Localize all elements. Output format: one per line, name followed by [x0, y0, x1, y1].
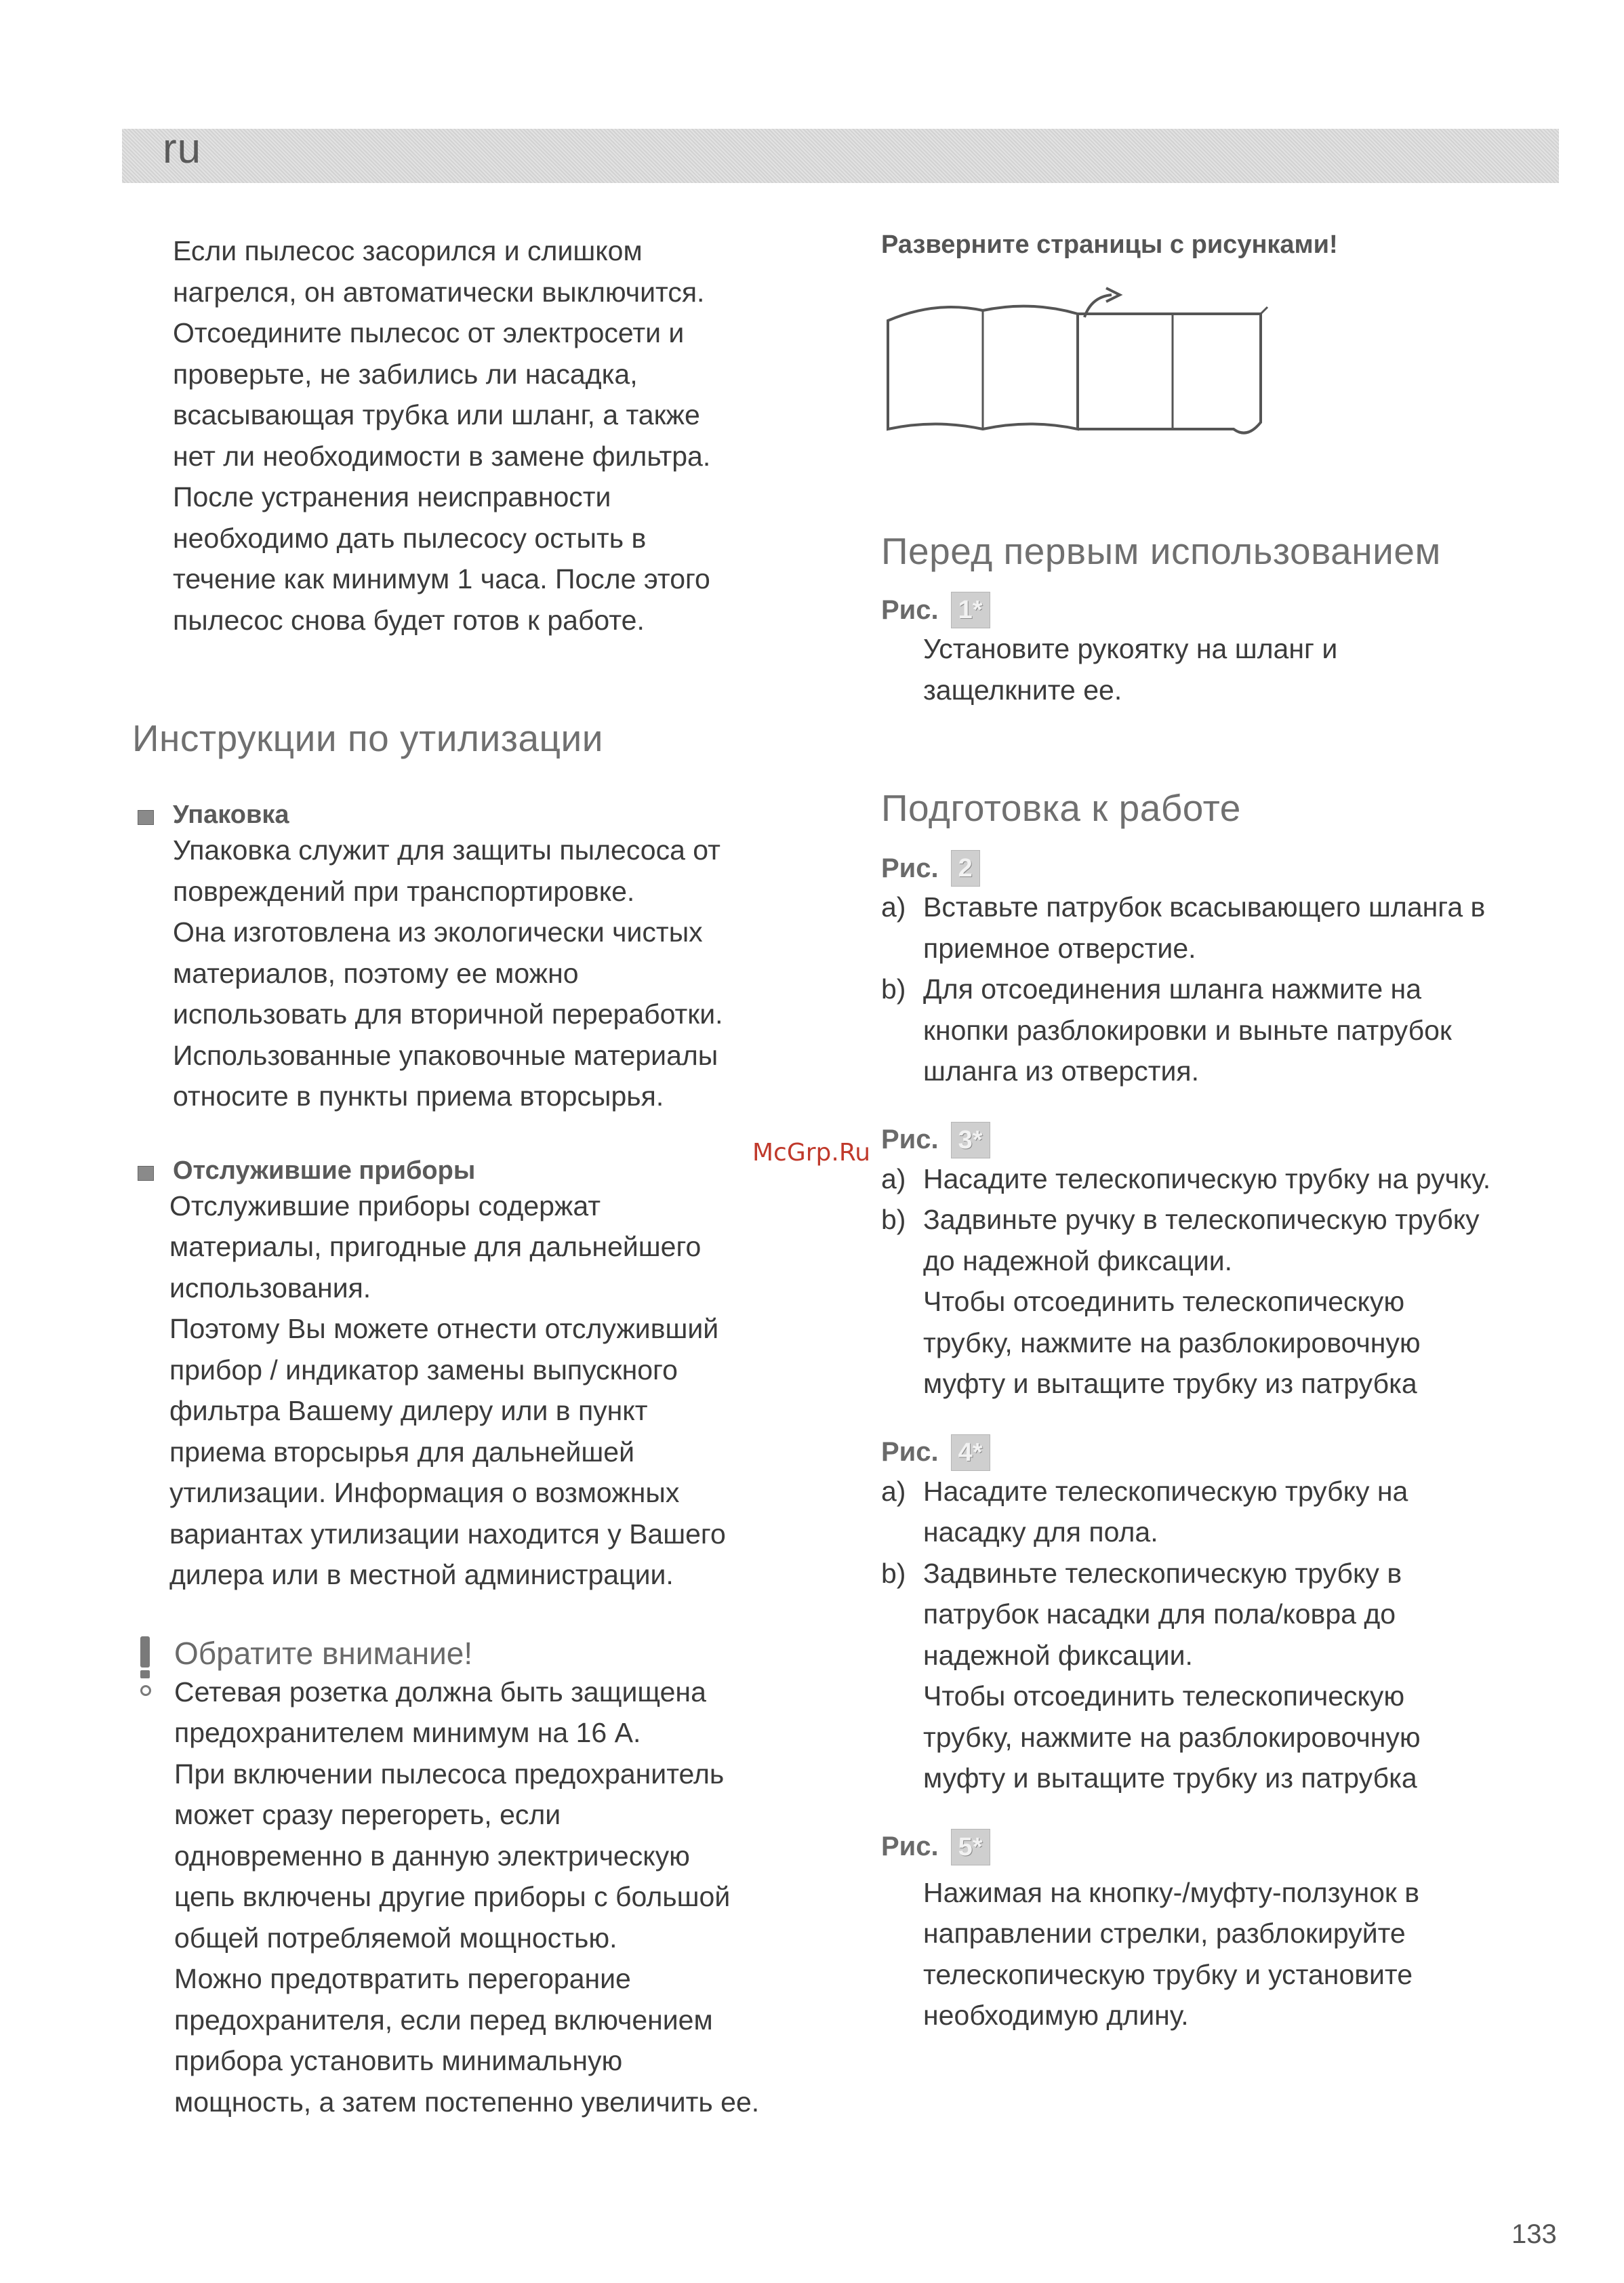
- text-line: надежной фиксации.: [923, 1639, 1193, 1671]
- text-line: муфту и вытащите трубку из патрубка: [923, 1762, 1417, 1794]
- figure-5-label: [881, 1829, 1572, 1865]
- foldout-pages-icon: [881, 287, 1301, 463]
- text-line: Отслужившие приборы содержат: [169, 1190, 601, 1221]
- text-line: может сразу перегореть, если: [174, 1799, 561, 1830]
- text-line: материалов, поэтому ее можно: [173, 957, 579, 989]
- text-line: Поэтому Вы можете отнести отслуживший: [169, 1313, 719, 1344]
- figure-number-badge: 1*: [951, 592, 990, 628]
- note-heading: [174, 1635, 837, 1672]
- text-line: Упаковка служит для защиты пылесоса от: [173, 834, 720, 866]
- step-letter: b): [881, 1557, 906, 1589]
- text-line: кнопки разблокировки и выньте патрубок: [923, 1014, 1452, 1046]
- step-letter: a): [881, 1475, 906, 1507]
- text-line: патрубок насадки для пола/ковра до: [923, 1598, 1396, 1630]
- text-line: предохранителя, если перед включением: [174, 2004, 713, 2036]
- left-column: [132, 230, 837, 2122]
- text-line: течение как минимум 1 часа. После этого: [173, 563, 710, 594]
- text-line: всасывающая трубка или шланг, а также: [173, 399, 700, 430]
- right-column: [881, 230, 1572, 2036]
- text-line: телескопическую трубку и установите: [923, 1958, 1413, 1990]
- text-line: повреждений при транспортировке.: [173, 875, 635, 907]
- text-line: шланга из отверстия.: [923, 1055, 1199, 1087]
- text-line: Чтобы отсоединить телескопическую: [923, 1680, 1405, 1712]
- text-line: направлении стрелки, разблокируйте: [923, 1918, 1406, 1949]
- before-first-use-title: Перед первым использованием: [881, 530, 1441, 572]
- old-devices-title: Отслужившие приборы: [173, 1156, 476, 1185]
- header-bar: [122, 129, 1559, 183]
- fig-prefix: Рис.: [881, 853, 939, 883]
- text-line: вариантах утилизации находится у Вашего: [169, 1518, 726, 1550]
- text-line: трубку, нажмите на разблокировочную: [923, 1327, 1421, 1358]
- text-line: Задвиньте ручку в телескопическую трубку: [923, 1204, 1480, 1235]
- fig-prefix: Рис.: [881, 594, 939, 625]
- text-line: предохранителем минимум на 16 А.: [174, 1717, 641, 1748]
- text-line: насадку для пола.: [923, 1516, 1158, 1548]
- step-letter: b): [881, 973, 906, 1005]
- figure-2-label: [881, 850, 1572, 887]
- text-line: необходимо дать пылесосу остыть в: [173, 522, 647, 554]
- text-line: Можно предотвратить перегорание: [174, 1963, 631, 1994]
- text-line: пылесос снова будет готов к работе.: [173, 604, 645, 636]
- text-line: Для отсоединения шланга нажмите на: [923, 973, 1421, 1005]
- figure-4-step-a: [881, 1471, 1572, 1553]
- text-line: муфту и вытащите трубку из патрубка: [923, 1368, 1417, 1399]
- text-line: приема вторсырья для дальнейшей: [169, 1436, 635, 1468]
- circle-bullet-icon: [140, 1685, 151, 1696]
- figure-1-text: [923, 628, 1572, 710]
- text-line: мощность, а затем постепенно увеличить ее.: [174, 2086, 760, 2118]
- step-letter: a): [881, 1163, 906, 1194]
- square-bullet-icon: [138, 810, 154, 825]
- text-line: использования.: [169, 1272, 371, 1304]
- text-line: дилера или в местной администрации.: [169, 1559, 674, 1590]
- text-line: Задвиньте телескопическую трубку в: [923, 1557, 1402, 1589]
- square-bullet-icon: [138, 1166, 154, 1181]
- text-line: Чтобы отсоединить телескопическую: [923, 1286, 1405, 1317]
- figure-5-text: [923, 1872, 1572, 2036]
- text-line: относите в пункты приема вторсырья.: [173, 1080, 664, 1112]
- exclamation-icon: [140, 1636, 150, 1678]
- text-line: Насадите телескопическую трубку на: [923, 1475, 1408, 1507]
- packaging-title: Упаковка: [173, 801, 289, 829]
- text-line: После устранения неисправности: [173, 481, 611, 512]
- fig-prefix: Рис.: [881, 1832, 939, 1861]
- text-line: использовать для вторичной переработки.: [173, 998, 723, 1030]
- figure-4-label: [881, 1434, 1572, 1471]
- figure-3-step-a: [881, 1158, 1572, 1200]
- text-line: Если пылесос засорился и слишком: [173, 235, 643, 266]
- text-line: Насадите телескопическую трубку на ручку.: [923, 1163, 1491, 1194]
- preparation-title: Подготовка к работе: [881, 787, 1241, 829]
- step-letter: a): [881, 891, 906, 923]
- packaging-text: [173, 830, 837, 1117]
- text-line: трубку, нажмите на разблокировочную: [923, 1721, 1421, 1753]
- text-line: Нажимая на кнопку-/муфту-ползунок в: [923, 1876, 1420, 1908]
- text-line: материалы, пригодные для дальнейшего: [169, 1231, 702, 1262]
- text-line: прибора установить минимальную: [174, 2045, 623, 2076]
- page-number: 133: [1511, 2219, 1557, 2249]
- old-devices-text: [169, 1186, 837, 1596]
- text-line: необходимую длину.: [923, 2000, 1189, 2031]
- text-line: Отсоедините пылесос от электросети и: [173, 317, 685, 348]
- text-line: проверьте, не забились ли насадка,: [173, 358, 638, 390]
- packaging-heading: [173, 801, 837, 830]
- step-letter: b): [881, 1204, 906, 1235]
- disposal-title: Инструкции по утилизации: [132, 717, 603, 759]
- text-line: до надежной фиксации.: [923, 1245, 1233, 1276]
- text-line: фильтра Вашему дилеру или в пункт: [169, 1395, 648, 1426]
- text-line: приемное отверстие.: [923, 932, 1196, 964]
- text-line: прибор / индикатор замены выпускного: [169, 1354, 678, 1386]
- figure-2-step-a: [881, 887, 1572, 969]
- figure-number-badge: 5*: [951, 1829, 990, 1865]
- text-line: одновременно в данную электрическую: [174, 1840, 690, 1872]
- note-title: Обратите внимание!: [174, 1635, 473, 1671]
- text-line: утилизации. Информация о возможных: [169, 1477, 680, 1508]
- fig-prefix: Рис.: [881, 1125, 939, 1154]
- note-text: [174, 1672, 837, 2123]
- language-code: ru: [163, 125, 202, 172]
- text-line: Она изготовлена из экологически чистых: [173, 916, 703, 948]
- figure-4-step-b: [881, 1553, 1572, 1799]
- text-line: защелкните ее.: [923, 674, 1122, 706]
- figure-1-label: [881, 592, 1572, 628]
- text-line: общей потребляемой мощностью.: [174, 1922, 617, 1954]
- unfold-instruction: Разверните страницы с рисунками!: [881, 230, 1338, 259]
- figure-3-label: [881, 1122, 1572, 1158]
- figure-number-badge: 2: [951, 850, 980, 887]
- fig-prefix: Рис.: [881, 1437, 939, 1467]
- figure-2-step-b: [881, 969, 1572, 1092]
- text-line: Установите рукоятку на шланг и: [923, 633, 1338, 664]
- watermark: McGrp.Ru: [752, 1139, 871, 1167]
- text-line: Использованные упаковочные материалы: [173, 1039, 718, 1071]
- figure-number-badge: 3*: [951, 1122, 990, 1158]
- figure-number-badge: 4*: [951, 1434, 990, 1471]
- text-line: цепь включены другие приборы с большой: [174, 1881, 731, 1912]
- old-devices-heading: [173, 1156, 837, 1186]
- text-line: При включении пылесоса предохранитель: [174, 1758, 725, 1790]
- text-line: Сетевая розетка должна быть защищена: [174, 1676, 706, 1708]
- text-line: Вставьте патрубок всасывающего шланга в: [923, 891, 1486, 923]
- intro-paragraph: [173, 230, 837, 641]
- text-line: нагрелся, он автоматически выключится.: [173, 276, 705, 308]
- text-line: нет ли необходимости в замене фильтра.: [173, 440, 711, 472]
- figure-3-step-b: [881, 1199, 1572, 1405]
